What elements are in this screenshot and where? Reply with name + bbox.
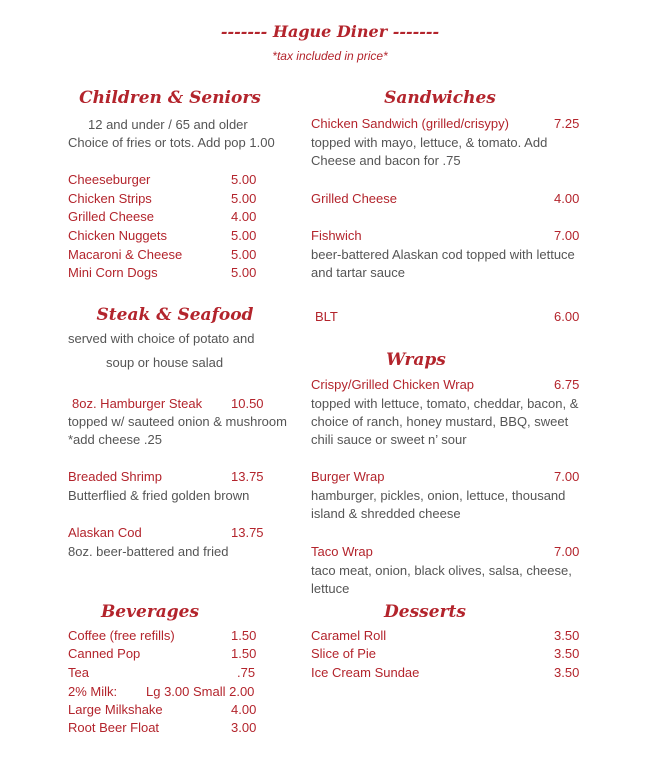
menu-item-name: Breaded Shrimp	[68, 469, 162, 484]
menu-item-price: 4.00	[231, 702, 257, 717]
menu-item-description: taco meat, onion, black olives, salsa, cheese,	[311, 563, 572, 578]
menu-item-price: 6.75	[554, 377, 580, 392]
menu-item-price: 3.50	[554, 628, 580, 643]
menu-item-description: *add cheese .25	[68, 432, 162, 447]
menu-item-description: Butterflied & fried golden brown	[68, 488, 250, 503]
menu-item-description: beer-battered Alaskan cod topped with lettuce	[311, 247, 575, 262]
menu-item-name: Fishwich	[311, 228, 362, 243]
menu-item-name: Coffee (free refills)	[68, 628, 175, 643]
menu-item-description: 8oz. beer-battered and fried	[68, 544, 229, 559]
menu-title: ------- Hague Diner -------	[220, 22, 440, 41]
menu-item-description: island & shredded cheese	[311, 506, 461, 521]
menu-item-name: Alaskan Cod	[68, 525, 142, 540]
menu-item-name: Taco Wrap	[311, 544, 373, 559]
section-heading-children: Children & Seniors	[79, 88, 261, 108]
menu-item-description: choice of ranch, honey mustard, BBQ, sweet	[311, 414, 569, 429]
menu-item-name: Root Beer Float	[68, 720, 160, 735]
menu-item-price: 10.50	[231, 396, 264, 411]
steak-note-potato: served with choice of potato and	[68, 331, 255, 346]
menu-item-description: lettuce	[311, 581, 350, 596]
menu-item-price: 3.50	[554, 665, 580, 680]
menu-item-price: 5.00	[231, 228, 257, 243]
menu-item-name: Grilled Cheese	[311, 191, 397, 206]
menu-item-price: 7.25	[554, 116, 580, 131]
menu-item-price: .75	[237, 665, 256, 680]
menu-item-price: 4.00	[554, 191, 580, 206]
menu-item-description: topped w/ sauteed onion & mushroom	[68, 414, 287, 429]
menu-item-name: Large Milkshake	[68, 702, 163, 717]
menu-item-description: and tartar sauce	[311, 265, 405, 280]
menu-item-price: 5.00	[231, 265, 257, 280]
menu-item-description: chili sauce or sweet n’ sour	[311, 432, 467, 447]
section-heading-steak: Steak & Seafood	[96, 305, 254, 325]
menu-item-name: Caramel Roll	[311, 628, 387, 643]
menu-item-name: Tea	[68, 665, 89, 680]
menu-item-price: 5.00	[231, 172, 257, 187]
menu-item-price: 1.50	[231, 646, 257, 661]
menu-item-name: 2% Milk:	[68, 684, 118, 699]
section-heading-sandwiches: Sandwiches	[384, 88, 496, 108]
menu-item-price: 5.00	[231, 247, 257, 262]
section-heading-beverages: Beverages	[100, 602, 200, 622]
menu-item-name: BLT	[315, 309, 338, 324]
menu-item-name: Canned Pop	[68, 646, 141, 661]
children-note-sides: Choice of fries or tots. Add pop 1.00	[68, 135, 275, 150]
steak-note-salad: soup or house salad	[106, 355, 224, 370]
menu-item-price: 3.00	[231, 720, 257, 735]
tax-note: *tax included in price*	[272, 49, 388, 63]
section-heading-desserts: Desserts	[384, 602, 466, 622]
children-note-age: 12 and under / 65 and older	[88, 117, 248, 132]
menu-item-name: Macaroni & Cheese	[68, 247, 183, 262]
menu-item-description: hamburger, pickles, onion, lettuce, thousand	[311, 488, 566, 503]
menu-item-name: Cheeseburger	[68, 172, 151, 187]
menu-item-name: Chicken Nuggets	[68, 228, 167, 243]
menu-item-price: 5.00	[231, 191, 257, 206]
menu-item-price: 13.75	[231, 469, 264, 484]
menu-item-name: Ice Cream Sundae	[311, 665, 420, 680]
menu-item-name: 8oz. Hamburger Steak	[72, 396, 203, 411]
menu-item-price: Lg 3.00 Small 2.00	[146, 684, 255, 699]
menu-item-price: 4.00	[231, 209, 257, 224]
menu-item-price: 13.75	[231, 525, 264, 540]
menu-item-description: topped with lettuce, tomato, cheddar, bacon, &	[311, 396, 579, 411]
menu-item-price: 6.00	[554, 309, 580, 324]
menu-item-price: 3.50	[554, 646, 580, 661]
menu-item-description: Cheese and bacon for .75	[311, 153, 461, 168]
menu-item-name: Chicken Sandwich (grilled/crisypy)	[311, 116, 509, 131]
menu-item-name: Crispy/Grilled Chicken Wrap	[311, 377, 475, 392]
menu-item-price: 7.00	[554, 469, 580, 484]
menu-item-name: Grilled Cheese	[68, 209, 154, 224]
menu-item-name: Chicken Strips	[68, 191, 152, 206]
menu-item-name: Burger Wrap	[311, 469, 385, 484]
menu-item-name: Slice of Pie	[311, 646, 377, 661]
menu-item-price: 7.00	[554, 544, 580, 559]
section-heading-wraps: Wraps	[386, 350, 446, 370]
menu-item-name: Mini Corn Dogs	[68, 265, 158, 280]
menu-item-price: 7.00	[554, 228, 580, 243]
menu-item-price: 1.50	[231, 628, 257, 643]
menu-item-description: topped with mayo, lettuce, & tomato. Add	[311, 135, 548, 150]
